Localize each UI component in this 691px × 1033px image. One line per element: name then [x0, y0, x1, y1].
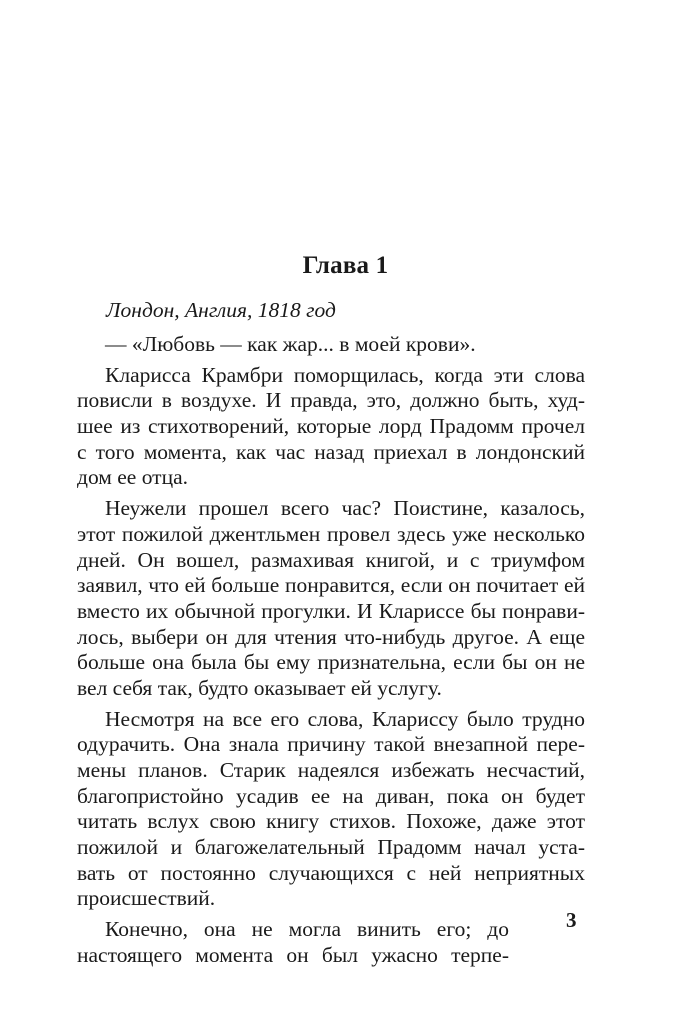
body-text [77, 332, 585, 969]
text-line: заявил, что ей больше понравится, если он почитает ей [77, 573, 585, 598]
text-line: с того момента, как час назад приехал в лондонский [77, 439, 585, 464]
text-line: вел себя так, будто оказывает ей услугу. [77, 675, 442, 700]
text-line: дом ее отца. [77, 465, 189, 490]
chapter-subtitle: Лондон, Англия, 1818 год [106, 298, 336, 322]
paragraph [77, 363, 585, 491]
paragraph [77, 707, 585, 913]
paragraph [77, 332, 585, 358]
text-line: благопристойно усадив ее на диван, пока он будет [77, 783, 585, 808]
text-line: Неужели прошел всего час? Поистине, казалось, [105, 496, 585, 521]
text-line: одурачить. Она знала причину такой внезапной пере- [77, 732, 585, 757]
paragraph [77, 917, 509, 968]
text-line: Несмотря на все его слова, Клариссу было трудно [105, 706, 585, 731]
text-line: шее из стихотворений, которые лорд Прадомм прочел [77, 414, 585, 439]
text-line: пожилой и благожелательный Прадомм начал уста- [77, 835, 585, 860]
text-line: происшествий. [77, 886, 216, 911]
text-line: читать вслух свою книгу стихов. Похоже, даже этот [77, 809, 585, 834]
text-line: — «Любовь — как жар... в моей крови». [105, 332, 476, 356]
text-line: больше она была бы ему признательна, если бы он не [77, 650, 585, 675]
text-line: вать от постоянно случающихся с ней неприятных [77, 860, 585, 885]
text-line: Конечно, она не могла винить его; до [105, 917, 509, 942]
text-line: повисли в воздухе. И правда, это, должно быть, худ- [77, 388, 585, 413]
chapter-title: Глава 1 [302, 252, 389, 279]
text-line: Кларисса Крамбри поморщилась, когда эти слова [105, 362, 585, 387]
text-line: дней. Он вошел, размахивая книгой, и с триумфом [77, 547, 585, 572]
text-line: настоящего момента он был ужасно терпе- [77, 942, 509, 967]
text-line: этот пожилой джентльмен провел здесь уже несколько [77, 521, 585, 546]
text-line: мены планов. Старик надеялся избежать несчастий, [77, 758, 585, 782]
paragraph [77, 496, 585, 702]
page-number: 3 [566, 908, 577, 932]
text-line: лось, выбери он для чтения что-нибудь другое. А еще [77, 624, 585, 649]
text-line: вместо их обычной прогулки. И Клариссе бы понрави- [77, 598, 585, 623]
